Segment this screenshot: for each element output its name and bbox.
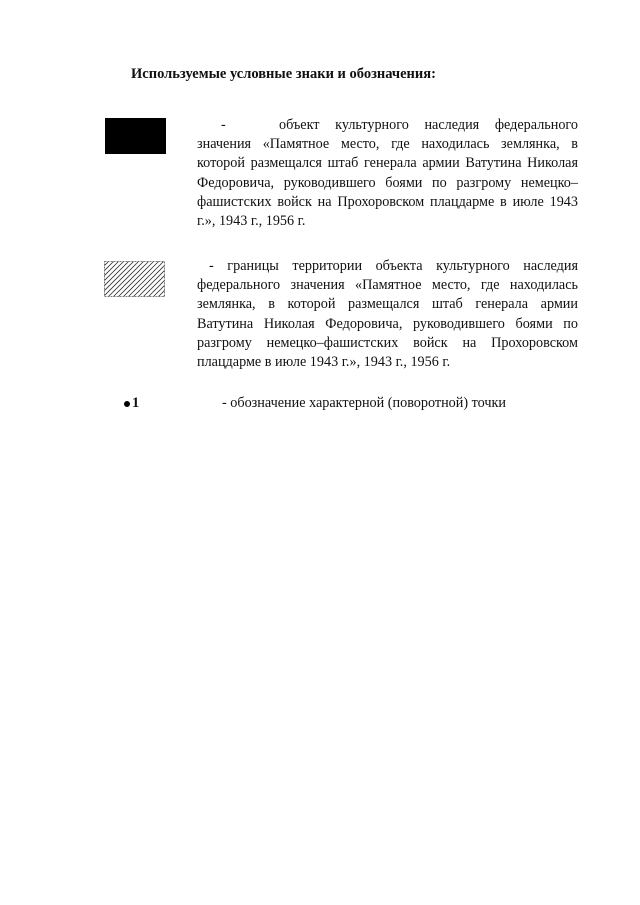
point-marker-label: 1 [132, 395, 140, 411]
legend-item-territory-boundary [197, 257, 578, 372]
legend-item-heritage-object [197, 116, 578, 231]
territory-boundary-hatch-symbol [104, 261, 165, 297]
legend-item-text: - обозначение характерной (поворотной) точки [222, 395, 506, 411]
characteristic-point-symbol [124, 395, 139, 412]
legend-title: Используемые условные знаки и обозначения: [131, 66, 436, 82]
legend-item-text: границы территории объекта культурного наследия федерального значения «Памятное место, где находилась землянка, в которой размещался штаб генерала армии Ватутина Николая Федоровича, руководившего боями по разгрому немецко–фашистских войск на Прохоровском плацдарме в июле 1943 г.», 1943 г., 1956 г. [197, 258, 579, 371]
cultural-heritage-object-symbol [105, 118, 166, 154]
legend-item-text: объект культурного наследия федерального значения «Памятное место, где находилась землянка, в которой размещался штаб генерала армии Ватутина Николая Федоровича, руководившего боями по разгрому немецко–фашистских войск на Прохоровском плацдарме в июле 1943 г.», 1943 г., 1956 г. [197, 117, 578, 230]
legend-dash: - [209, 258, 214, 274]
legend-dash: - [221, 117, 226, 133]
legend-item-characteristic-point [222, 394, 582, 413]
point-dot-icon [124, 401, 130, 407]
